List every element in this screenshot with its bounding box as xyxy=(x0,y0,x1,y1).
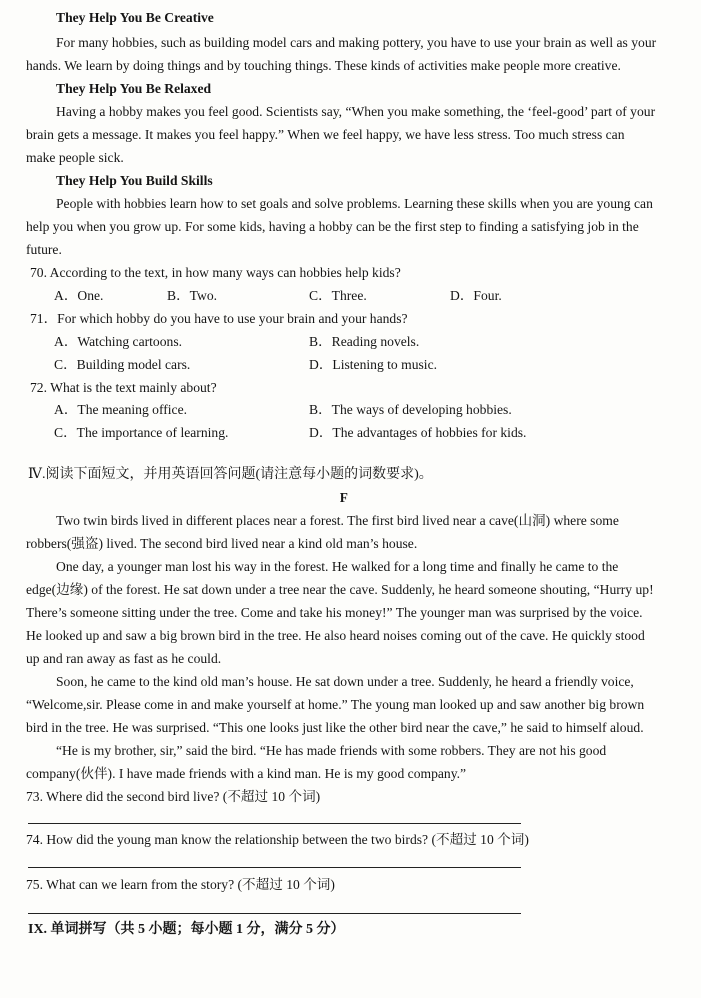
option-71-c[interactable]: C．Building model cars. xyxy=(54,357,191,372)
option-70-d[interactable]: D．Four. xyxy=(450,288,502,303)
option-70-b[interactable]: B．Two. xyxy=(167,288,218,303)
question-70: 70. According to the text, in how many ways can hobbies help kids? xyxy=(30,265,401,280)
passage-line: up and ran away as fast as he could. xyxy=(26,651,222,666)
passage-letter: F xyxy=(339,490,348,505)
section-9-title: IX. 单词拼写（共 5 小题；每小题 1 分，满分 5 分） xyxy=(28,922,345,937)
passage-line: edge(边缘) of the forest. He sat down under a tree near the cave. Suddenly, he heard someone shouting, “Hurry up! xyxy=(26,582,654,597)
passage-line: Two twin birds lived in different places near a forest. The first bird lived near a cave(山洞) where some xyxy=(56,513,619,528)
paragraph-line: People with hobbies learn how to set goals and solve problems. Learning these skills when you are young can xyxy=(56,196,653,211)
option-70-a[interactable]: A．One. xyxy=(54,288,104,303)
passage-line: There’s someone sitting under the tree. Come and take his money!” The younger man was surprised by the voice. xyxy=(26,605,643,620)
paragraph-line: help you when you grow up. For some kids, having a hobby can be the first step to finding a satisfying job in the xyxy=(26,219,639,234)
passage-line: Soon, he came to the kind old man’s house. He sat down under a tree. Suddenly, he heard a friendly voice, xyxy=(56,674,634,689)
question-74: 74. How did the young man know the relationship between the two birds? (不超过 10 个词) xyxy=(26,832,529,847)
passage-line: robbers(强盗) lived. The second bird lived near a kind old man’s house. xyxy=(26,536,418,551)
passage-line: “He is my brother, sir,” said the bird. “He has made friends with some robbers. They are not his good xyxy=(56,743,607,758)
option-71-d[interactable]: D．Listening to music. xyxy=(309,357,437,372)
passage-line: One day, a younger man lost his way in the forest. He walked for a long time and finally he came to the xyxy=(56,559,619,574)
paragraph-line: brain gets a message. It makes you feel happy.” When we feel happy, we have less stress. Too much stress can xyxy=(26,127,625,142)
option-72-a[interactable]: A．The meaning office. xyxy=(54,402,187,417)
option-71-a[interactable]: A．Watching cartoons. xyxy=(54,334,183,349)
answer-line-73[interactable] xyxy=(28,823,521,824)
option-72-d[interactable]: D．The advantages of hobbies for kids. xyxy=(309,425,527,440)
paragraph-line: future. xyxy=(26,242,62,257)
section-4-instruction: Ⅳ.阅读下面短文，并用英语回答问题(请注意每小题的词数要求)。 xyxy=(28,467,433,482)
question-73: 73. Where did the second bird live? (不超过 10 个词) xyxy=(26,789,321,804)
option-72-c[interactable]: C．The importance of learning. xyxy=(54,425,229,440)
passage-line: bird in the tree. He was surprised. “This one looks just like the other bird near the cave,” he said to himself aloud. xyxy=(26,720,644,735)
heading-relaxed: They Help You Be Relaxed xyxy=(56,81,212,96)
option-70-c[interactable]: C．Three. xyxy=(309,288,367,303)
option-71-b[interactable]: B．Reading novels. xyxy=(309,334,420,349)
answer-line-74[interactable] xyxy=(28,867,521,868)
question-71: 71．For which hobby do you have to use your brain and your hands? xyxy=(30,311,408,326)
paragraph-line: make people sick. xyxy=(26,150,124,165)
heading-creative: They Help You Be Creative xyxy=(56,10,214,25)
paragraph-line: hands. We learn by doing things and by touching things. These kinds of activities make people more creative. xyxy=(26,58,621,73)
option-72-b[interactable]: B．The ways of developing hobbies. xyxy=(309,402,512,417)
answer-line-75[interactable] xyxy=(28,913,521,914)
paragraph-line: Having a hobby makes you feel good. Scientists say, “When you make something, the ‘feel-good’ part of your xyxy=(56,104,656,119)
passage-line: “Welcome,sir. Please come in and make yourself at home.” The young man looked up and saw another big brown xyxy=(26,697,645,712)
passage-line: He looked up and saw a big brown bird in the tree. He also heard noises coming out of the cave. He quickly stood xyxy=(26,628,645,643)
passage-line: company(伙伴). I have made friends with a kind man. He is my good company.” xyxy=(26,766,467,781)
heading-skills: They Help You Build Skills xyxy=(56,173,213,188)
paragraph-line: For many hobbies, such as building model cars and making pottery, you have to use your brain as well as your xyxy=(56,35,657,50)
question-72: 72. What is the text mainly about? xyxy=(30,380,217,395)
question-75: 75. What can we learn from the story? (不超过 10 个词) xyxy=(26,877,335,892)
